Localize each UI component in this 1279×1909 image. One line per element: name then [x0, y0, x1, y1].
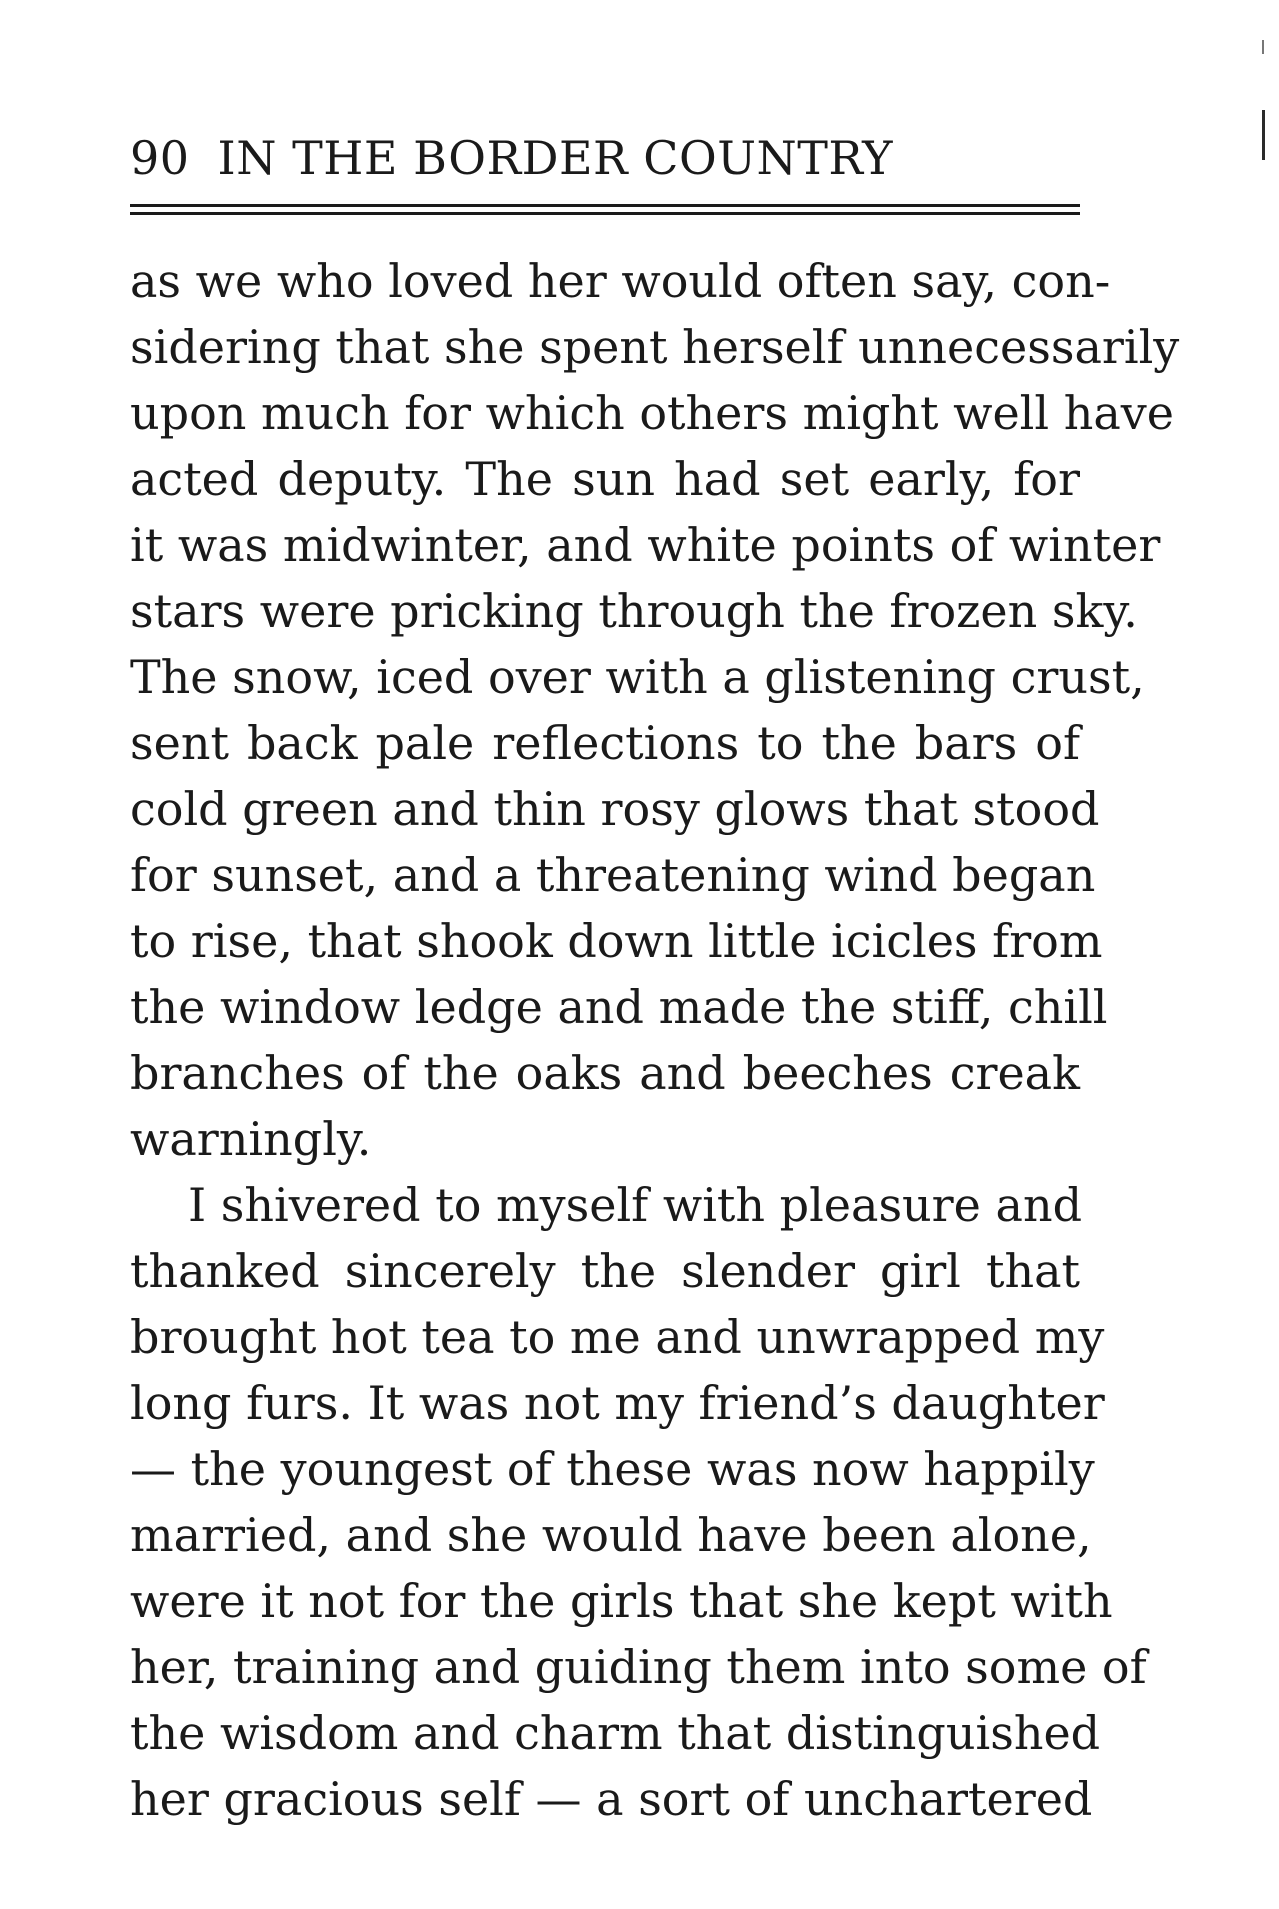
text-line: the wisdom and charm that distinguished — [130, 1706, 1101, 1760]
text-line: the window ledge and made the stiff, chill — [130, 980, 1108, 1034]
text-line: upon much for which others might well have — [130, 386, 1174, 440]
text-line: married, and she would have been alone, — [130, 1508, 1092, 1562]
header-rule — [130, 212, 1080, 215]
text-line: brought hot tea to me and unwrapped my — [130, 1310, 1105, 1364]
text-line: sidering that she spent herself unnecessarily — [130, 320, 1180, 374]
text-line: thanked sincerely the slender girl that — [130, 1244, 1080, 1298]
text-line: — the youngest of these was now happily — [130, 1442, 1095, 1496]
text-line: long furs. It was not my friend’s daughter — [130, 1376, 1105, 1430]
text-line: branches of the oaks and beeches creak — [130, 1046, 1080, 1100]
margin-mark — [1262, 110, 1265, 160]
margin-mark — [1262, 40, 1264, 54]
text-line: sent back pale reflections to the bars of — [130, 716, 1080, 770]
text-line: cold green and thin rosy glows that stood — [130, 782, 1100, 836]
paragraph-end-line: warningly. — [130, 1112, 372, 1166]
text-line: as we who loved her would often say, con- — [130, 254, 1111, 308]
paragraph-start-line: I shivered to myself with pleasure and — [188, 1178, 1083, 1232]
text-line: it was midwinter, and white points of winter — [130, 518, 1161, 572]
text-line: her gracious self — a sort of unchartered — [130, 1772, 1093, 1826]
text-line: The snow, iced over with a glistening crust, — [130, 650, 1145, 704]
running-header — [130, 128, 1080, 188]
page-number: 90 — [130, 131, 190, 185]
text-line: to rise, that shook down little icicles from — [130, 914, 1103, 968]
header-rule — [130, 204, 1080, 207]
text-line: were it not for the girls that she kept with — [130, 1574, 1113, 1628]
running-title: IN THE BORDER COUNTRY — [217, 131, 894, 185]
text-line: stars were pricking through the frozen sky. — [130, 584, 1138, 638]
body-text — [130, 248, 1180, 1832]
text-line: for sunset, and a threatening wind began — [130, 848, 1096, 902]
text-line: her, training and guiding them into some of — [130, 1640, 1147, 1694]
text-line: acted deputy. The sun had set early, for — [130, 452, 1080, 506]
